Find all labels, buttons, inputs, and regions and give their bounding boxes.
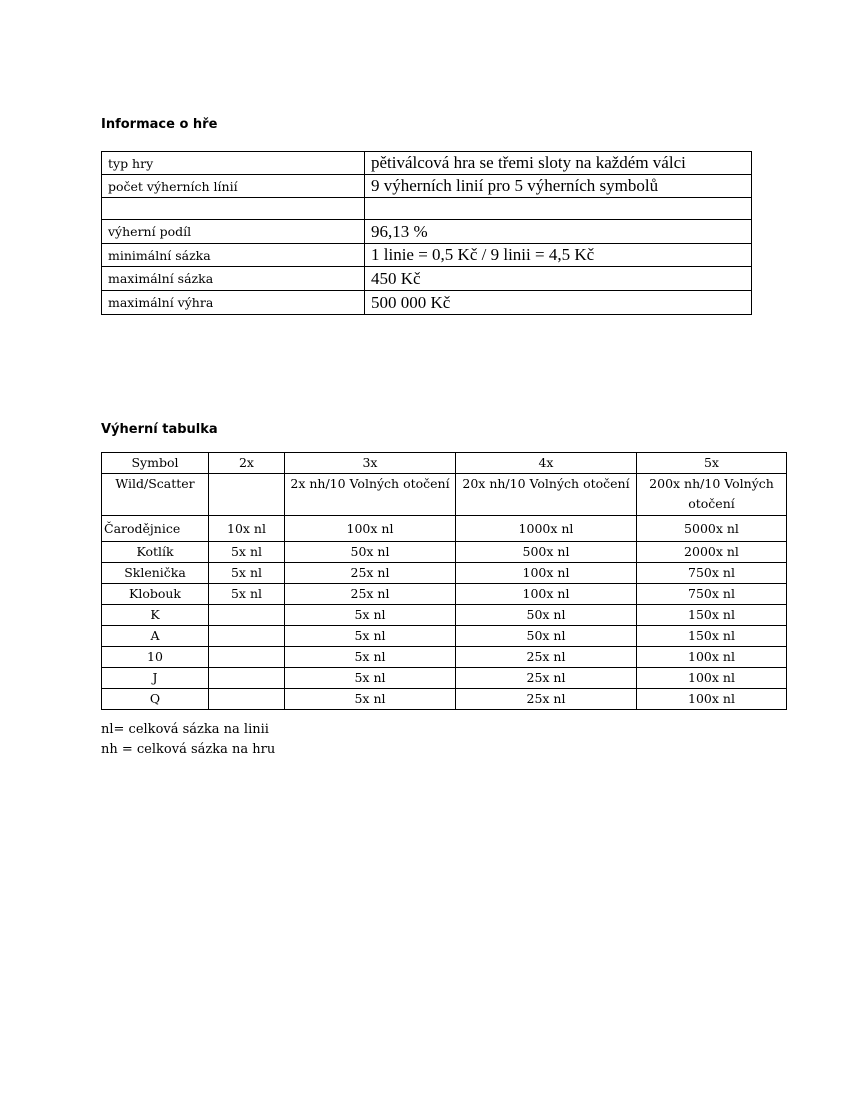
table-cell: 50x nl (456, 626, 637, 647)
header-cell: 4x (456, 453, 637, 474)
info-row (102, 220, 752, 244)
table-cell: 5x nl (209, 584, 285, 605)
game-info-table (101, 151, 752, 315)
info-label: výherní podíl (102, 220, 365, 244)
table-row (102, 668, 787, 689)
table-cell: 2x nh/10 Volných otočení (285, 474, 456, 516)
table-cell: 25x nl (456, 689, 637, 710)
table-row (102, 474, 787, 516)
table-cell: 100x nl (456, 563, 637, 584)
table-cell: J (102, 668, 209, 689)
table-row (102, 605, 787, 626)
table-cell: 100x nl (637, 647, 787, 668)
info-row (102, 267, 752, 291)
table-cell: 750x nl (637, 563, 787, 584)
table-cell: 5x nl (285, 647, 456, 668)
table-cell: 150x nl (637, 626, 787, 647)
table-cell: 25x nl (456, 647, 637, 668)
info-row (102, 198, 752, 220)
table-cell: 750x nl (637, 584, 787, 605)
table-cell: A (102, 626, 209, 647)
table-cell: Sklenička (102, 563, 209, 584)
info-value: 1 linie = 0,5 Kč / 9 linii = 4,5 Kč (365, 244, 752, 267)
table-cell: 2000x nl (637, 542, 787, 563)
header-cell: 2x (209, 453, 285, 474)
info-heading: Informace o hře (101, 117, 218, 132)
table-cell (209, 605, 285, 626)
table-cell: 500x nl (456, 542, 637, 563)
table-cell (209, 668, 285, 689)
info-label: maximální výhra (102, 291, 365, 315)
table-cell: Klobouk (102, 584, 209, 605)
table-cell: 5x nl (285, 605, 456, 626)
table-cell: Čarodějnice (102, 516, 209, 542)
info-value: 9 výherních linií pro 5 výherních symbolů (365, 175, 752, 198)
table-cell: 50x nl (285, 542, 456, 563)
info-label: minimální sázka (102, 244, 365, 267)
table-cell (209, 689, 285, 710)
header-row (102, 453, 787, 474)
info-label: počet výherních línií (102, 175, 365, 198)
table-cell: 5x nl (285, 668, 456, 689)
info-row (102, 175, 752, 198)
table-row (102, 647, 787, 668)
header-cell: 3x (285, 453, 456, 474)
table-cell: 5x nl (285, 626, 456, 647)
table-cell: Kotlík (102, 542, 209, 563)
table-row (102, 542, 787, 563)
table-cell (209, 626, 285, 647)
info-label (102, 198, 365, 220)
table-cell: 5000x nl (637, 516, 787, 542)
info-label: maximální sázka (102, 267, 365, 291)
table-cell: 100x nl (637, 668, 787, 689)
table-cell: 10 (102, 647, 209, 668)
info-value (365, 198, 752, 220)
header-cell: 5x (637, 453, 787, 474)
table-cell: 25x nl (285, 563, 456, 584)
info-value: pětiválcová hra se třemi sloty na každém válci (365, 152, 752, 175)
header-cell: Symbol (102, 453, 209, 474)
info-value: 500 000 Kč (365, 291, 752, 315)
table-cell: 100x nl (285, 516, 456, 542)
table-cell: 25x nl (285, 584, 456, 605)
table-row (102, 516, 787, 542)
table-cell: Q (102, 689, 209, 710)
note-nh: nh = celková sázka na hru (101, 742, 276, 757)
table-row (102, 626, 787, 647)
table-cell: 150x nl (637, 605, 787, 626)
info-value: 96,13 % (365, 220, 752, 244)
table-cell: 5x nl (209, 563, 285, 584)
table-cell: 1000x nl (456, 516, 637, 542)
info-value: 450 Kč (365, 267, 752, 291)
table-cell: 10x nl (209, 516, 285, 542)
info-row (102, 244, 752, 267)
table-cell (209, 647, 285, 668)
paytable-heading: Výherní tabulka (101, 422, 218, 437)
paytable-table (101, 452, 787, 710)
table-cell: 5x nl (209, 542, 285, 563)
note-nl: nl= celková sázka na linii (101, 722, 269, 737)
table-cell: 100x nl (456, 584, 637, 605)
table-row (102, 563, 787, 584)
table-cell: 5x nl (285, 689, 456, 710)
table-cell: Wild/Scatter (102, 474, 209, 516)
info-label: typ hry (102, 152, 365, 175)
table-row (102, 689, 787, 710)
table-cell: 200x nh/10 Volných otočení (637, 474, 787, 516)
info-row (102, 152, 752, 175)
table-cell: 25x nl (456, 668, 637, 689)
table-cell: 100x nl (637, 689, 787, 710)
table-cell (209, 474, 285, 516)
info-row (102, 291, 752, 315)
table-cell: 50x nl (456, 605, 637, 626)
table-row (102, 584, 787, 605)
table-cell: K (102, 605, 209, 626)
table-cell: 20x nh/10 Volných otočení (456, 474, 637, 516)
